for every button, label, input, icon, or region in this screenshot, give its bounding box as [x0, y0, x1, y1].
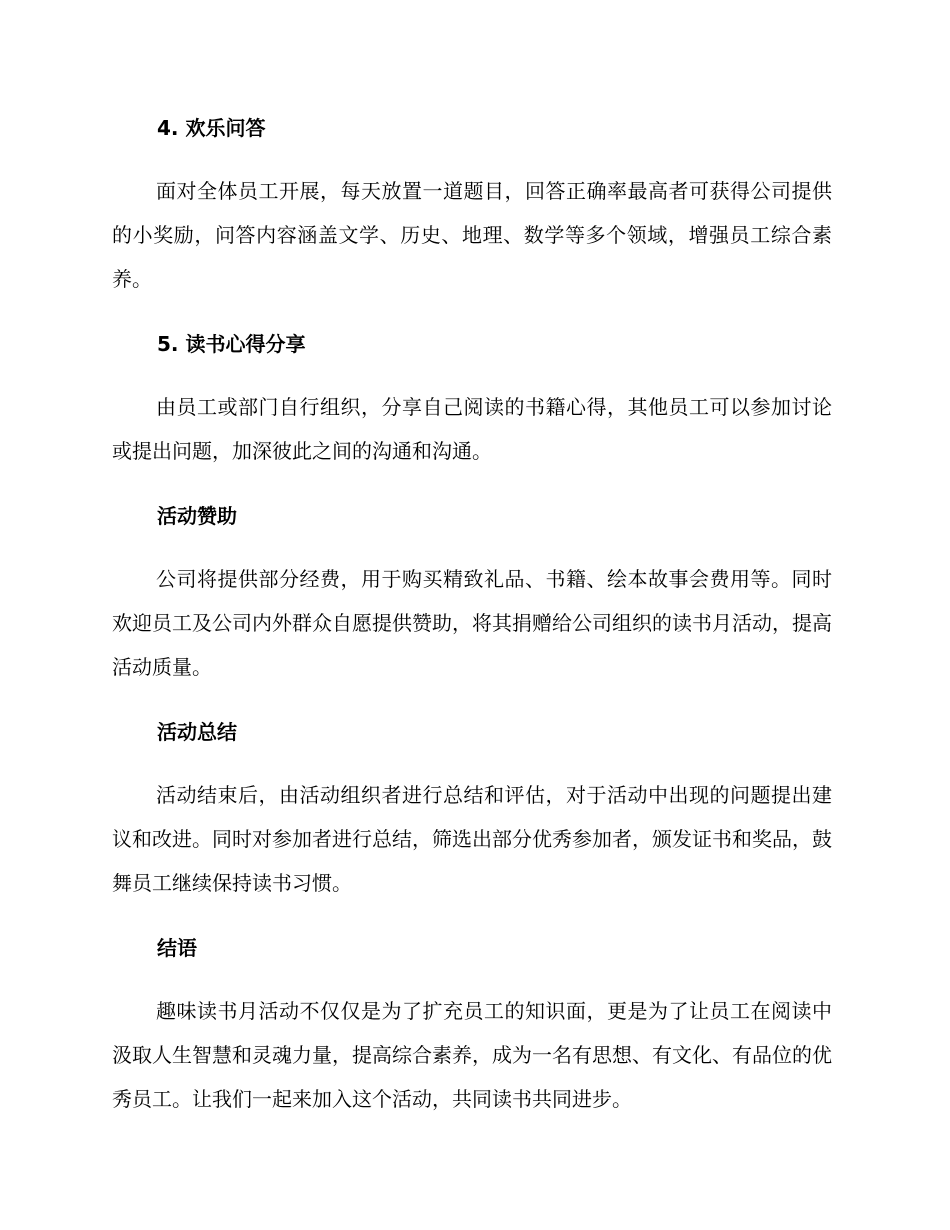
section-paragraph: 公司将提供部分经费，用于购买精致礼品、书籍、绘本故事会费用等。同时欢迎员工及公司内外群众自愿提供赞助，将其捐赠给公司组织的读书月活动，提高活动质量。: [112, 567, 832, 679]
section-paragraph: 趣味读书月活动不仅仅是为了扩充员工的知识面，更是为了让员工在阅读中汲取人生智慧和灵魂力量，提高综合素养，成为一名有思想、有文化、有品位的优秀员工。让我们一起来加入这个活动，共同读书共同进步。: [112, 999, 832, 1111]
section-paragraph: 活动结束后，由活动组织者进行总结和评估，对于活动中出现的问题提出建议和改进。同时对参加者进行总结，筛选出部分优秀参加者，颁发证书和奖品，鼓舞员工继续保持读书习惯。: [112, 783, 832, 895]
section-summary: [112, 717, 832, 905]
section-sponsorship: [112, 501, 832, 689]
section-heading: 5. 读书心得分享: [157, 332, 306, 356]
section-heading: 结语: [157, 936, 197, 960]
section-paragraph: 由员工或部门自行组织，分享自己阅读的书籍心得，其他员工可以参加讨论或提出问题，加深彼此之间的沟通和沟通。: [112, 395, 832, 463]
section-heading: 4. 欢乐问答: [157, 116, 266, 140]
section-heading: 活动赞助: [157, 504, 237, 528]
section-heading: 活动总结: [157, 720, 237, 744]
section-happy-quiz: [112, 113, 832, 301]
section-reading-sharing: [112, 329, 832, 473]
section-conclusion: [112, 933, 832, 1121]
section-paragraph: 面对全体员工开展，每天放置一道题目，回答正确率最高者可获得公司提供的小奖励，问答内容涵盖文学、历史、地理、数学等多个领域，增强员工综合素养。: [112, 179, 832, 291]
